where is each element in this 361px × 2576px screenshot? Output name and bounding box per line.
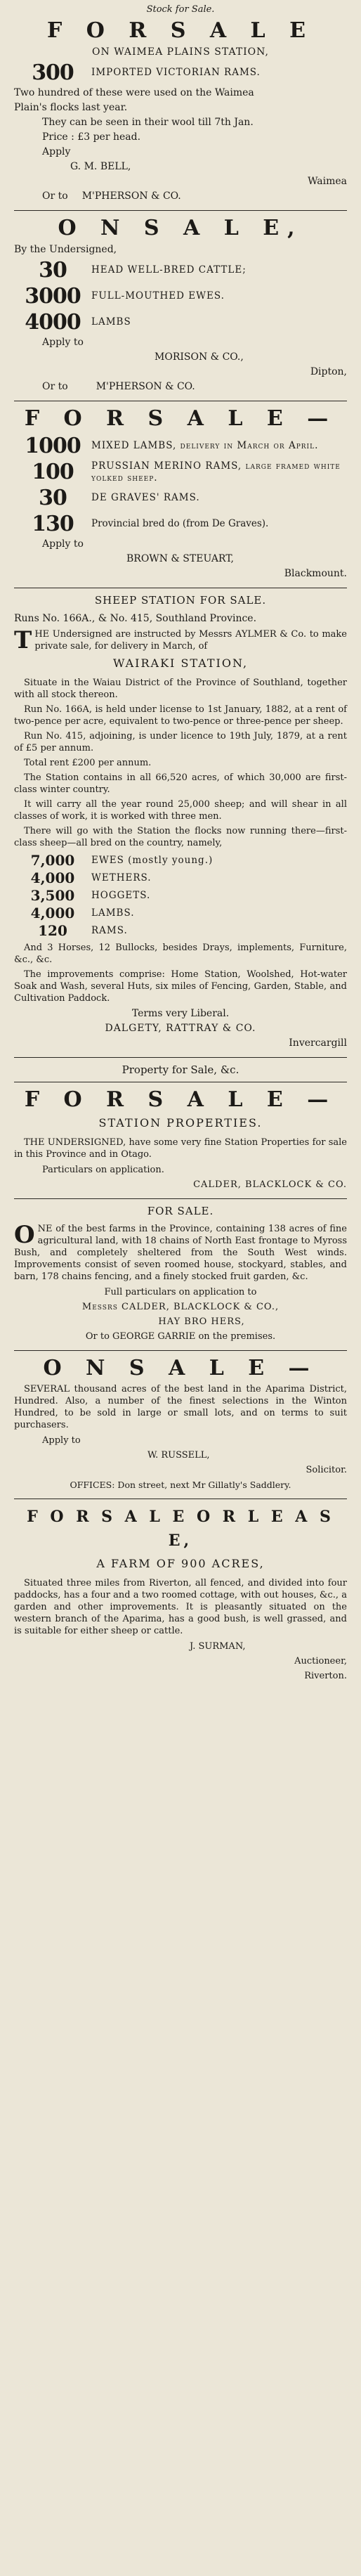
stock-description: MIXED LAMBS, delivery in March or April. <box>91 440 319 451</box>
divider <box>14 1350 347 1351</box>
ad-paragraph: Situate in the Waiau District of the Province of Southland, together with all stock thereon. <box>14 678 347 700</box>
stock-count: 100 <box>32 460 74 484</box>
offices-address: OFFICES: Don street, next Mr Gillatly's Saddlery. <box>70 1480 291 1490</box>
ad-paragraph: HE Undersigned are instructed by Messrs AYLMER & Co. to make private sale, for delivery in March, of <box>34 629 347 652</box>
ad-paragraph: Run No. 415, adjoining, is under licence to 19th July, 1879, at a rent of £5 per annum. <box>14 731 347 753</box>
ad-text: By the Undersigned, <box>14 244 117 255</box>
or-label: Or to <box>42 190 68 202</box>
ad-lambs-rams <box>14 407 347 581</box>
ad-paragraph: NE of the best farms in the Province, containing 138 acres of fine agricultural land, with 18 chains of North East frontage to Myross Bush, and completely sheltered from the South West winds. Improvements consist of seven roomed house, stockyard, stables, and barn, 178 chains fencing, and a finely stocked fruit garden, &c. <box>14 1224 347 1282</box>
apply-label: Apply to <box>42 337 84 348</box>
agent-name: Messrs CALDER, BLACKLOCK & CO., <box>81 1302 280 1312</box>
ad-farm-for-sale <box>14 1205 347 1343</box>
stock-count: 3,500 <box>30 887 75 904</box>
ad-headline: O N S A L E — <box>43 1356 318 1380</box>
terms: Terms very Liberal. <box>131 1008 230 1019</box>
ad-text: They can be seen in their wool till 7th Jan. <box>42 117 254 128</box>
ad-paragraph: The Station contains in all 66,520 acres, of which 30,000 are first-class winter country. <box>14 772 347 795</box>
stock-description: WETHERS. <box>91 872 152 884</box>
ad-paragraph: Situated three miles from Riverton, all fenced, and divided into four paddocks, has a four and a two roomed cottage, with out houses, &c., a garden and other improvements. It is pleasantly situated on the western branch of the Aparima, has a good bush, is well grassed, and is suitable for either sheep or cattle. <box>14 1578 347 1636</box>
ad-farm-sale-or-lease <box>14 1505 347 1683</box>
stock-count: 4,000 <box>30 905 75 921</box>
stock-count: 30 <box>39 258 67 283</box>
stock-description: LAMBS. <box>91 907 135 919</box>
ad-title: FOR SALE. <box>147 1205 214 1217</box>
stock-description: PRUSSIAN MERINO RAMS, large framed white yolked sheep. <box>91 460 341 484</box>
ad-waimea-rams <box>14 19 347 203</box>
apply-label: Apply to <box>42 1435 81 1446</box>
agent-name: MORISON & CO., <box>155 351 244 363</box>
section-header: Stock for Sale. <box>146 4 215 15</box>
agent-name: BROWN & STEUART, <box>126 553 234 564</box>
apply-label: Apply to <box>42 538 84 550</box>
agent-place: Dipton, <box>310 366 347 377</box>
agent-name: G. M. BELL, <box>70 161 131 172</box>
divider <box>14 1198 347 1199</box>
agent-role: Auctioneer, <box>294 1656 347 1666</box>
stock-count: 300 <box>32 60 74 85</box>
agent-name: HAY BRO HERS, <box>158 1316 245 1327</box>
agent-name: W. RUSSELL, <box>147 1450 210 1461</box>
stock-description: HOGGETS. <box>91 890 151 901</box>
agent-name: CALDER, BLACKLOCK & CO. <box>193 1179 347 1190</box>
ad-headline: F O R S A L E — <box>24 1087 337 1112</box>
drop-cap: T <box>14 626 32 654</box>
drop-cap: O <box>14 1221 35 1249</box>
or-label: Or to <box>42 381 68 392</box>
stock-description: LAMBS <box>91 316 131 328</box>
divider <box>14 1057 347 1058</box>
stock-count: 1000 <box>25 434 81 458</box>
newspaper-column <box>14 0 347 1683</box>
stock-description: DE GRAVES' RAMS. <box>91 492 200 503</box>
stock-count: 4,000 <box>30 869 75 886</box>
ad-paragraph: There will go with the Station the flocks now running there—first-class sheep—all bred on the country, namely, <box>14 826 347 848</box>
ad-subheading: A FARM OF 900 ACRES, <box>96 1557 265 1570</box>
agent-role: Solicitor. <box>306 1465 347 1475</box>
section-header: Property for Sale, &c. <box>122 1063 239 1076</box>
ad-station-properties <box>14 1063 347 1191</box>
ad-paragraph: The improvements comprise: Home Station, Woolshed, Hot-water Soak and Wash, several Huts, six miles of Fencing, Garden, Stable, and Cultivation Paddock. <box>14 969 347 1004</box>
agent-place: Riverton. <box>304 1671 347 1681</box>
ad-cattle-ewes <box>14 216 347 394</box>
ad-headline: F O R S A L E <box>47 18 314 43</box>
apply-label: Apply <box>42 146 71 157</box>
ad-text: Particulars on application. <box>42 1165 164 1175</box>
agent-name: M'PHERSON & CO. <box>96 381 195 392</box>
ad-text: Full particulars on application to <box>104 1287 257 1297</box>
agent-place: Invercargill <box>289 1037 347 1049</box>
agent-place: Blackmount. <box>284 568 347 579</box>
ad-title: SHEEP STATION FOR SALE. <box>94 594 267 607</box>
agent-name: DALGETY, RATTRAY & CO. <box>105 1023 256 1034</box>
stock-count: 120 <box>38 922 67 939</box>
stock-description: RAMS. <box>91 925 128 936</box>
ad-wairaki-station <box>14 594 347 1050</box>
ad-headline: F O R S A L E O R L E A S E, <box>27 1508 334 1550</box>
station-name: WAIRAKI STATION, <box>112 656 249 670</box>
stock-description: FULL-MOUTHED EWES. <box>91 290 225 302</box>
ad-land-on-sale <box>14 1357 347 1491</box>
ad-subheading: STATION PROPERTIES. <box>98 1116 263 1130</box>
ad-headline: O N S A L E, <box>58 216 303 240</box>
divider <box>14 210 347 211</box>
stock-description: Provincial bred do (from De Graves). <box>91 518 269 529</box>
stock-count: 3000 <box>25 284 81 309</box>
ad-paragraph: SEVERAL thousand acres of the best land in the Aparima District, Hundred. Also, a number of the finest selections in the Winton Hundred, to be sold in large or small lots, and on terms to suit purchasers. <box>14 1384 347 1430</box>
stock-count: 7,000 <box>30 852 75 869</box>
stock-description: IMPORTED VICTORIAN RAMS. <box>91 67 261 78</box>
stock-description: EWES (mostly young.) <box>91 855 214 866</box>
ad-paragraph: THE UNDERSIGNED, have some very fine Station Properties for sale in this Province and in Otago. <box>14 1137 347 1160</box>
agent-name: J. SURMAN, <box>190 1641 246 1652</box>
stock-count: 130 <box>32 512 74 536</box>
stock-description: HEAD WELL-BRED CATTLE; <box>91 264 247 276</box>
ad-text: Or to GEORGE GARRIE on the premises. <box>85 1331 276 1342</box>
ad-subheading: ON WAIMEA PLAINS STATION, <box>92 46 269 58</box>
stock-count: 4000 <box>25 310 81 335</box>
agent-place: Waimea <box>308 176 347 187</box>
ad-paragraph: Run No. 166A, is held under license to 1st January, 1882, at a rent of two-pence per acre, equivalent to two-pence or three-pence per sheep. <box>14 704 347 727</box>
ad-text: Runs No. 166A., & No. 415, Southland Province. <box>14 613 257 624</box>
stock-count: 30 <box>39 486 67 510</box>
ad-text: Two hundred of these were used on the Waimea <box>14 87 254 98</box>
ad-paragraph: And 3 Horses, 12 Bullocks, besides Drays, implements, Furniture, &c., &c. <box>14 943 347 965</box>
ad-headline: F O R S A L E — <box>24 406 337 431</box>
ad-paragraph: It will carry all the year round 25,000 sheep; and will shear in all classes of work, it is worked with three men. <box>14 799 347 822</box>
ad-text: Plain's flocks last year. <box>14 102 128 113</box>
ad-text: Price : £3 per head. <box>42 131 141 143</box>
ad-paragraph: Total rent £200 per annum. <box>24 758 152 768</box>
agent-name: M'PHERSON & CO. <box>81 190 181 202</box>
